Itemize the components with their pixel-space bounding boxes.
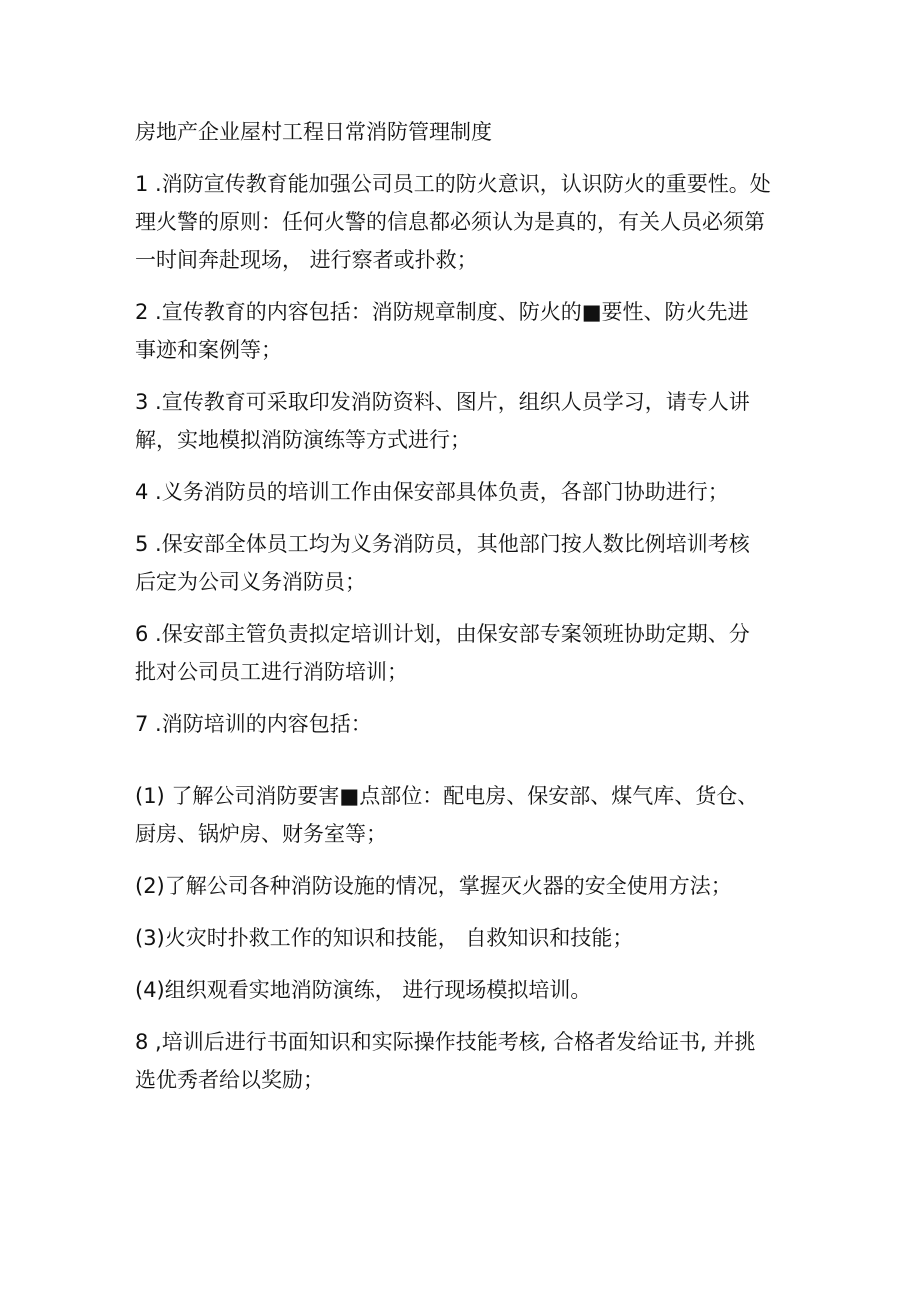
paragraph-5 — [135, 525, 790, 601]
paragraph-line: 2 .宣传教育的内容包括：消防规章制度、防火的■要性、防火先进 — [135, 300, 749, 324]
paragraph-line: (3)火灾时扑救工作的知识和技能， 自救知识和技能； — [135, 926, 634, 950]
paragraph-7 — [135, 705, 790, 743]
paragraph-6 — [135, 615, 790, 691]
paragraph-line: 8 ,培训后进行书面知识和实际操作技能考核, 合格者发给证书, 并挑 — [135, 1030, 756, 1054]
paragraph-line: 4 .义务消防员的培训工作由保安部具体负责，各部门协助进行； — [135, 480, 729, 504]
paragraph-2 — [135, 293, 790, 369]
paragraph-line: 解，实地模拟消防演练等方式进行； — [135, 428, 471, 452]
paragraph-line: 3 .宣传教育可采取印发消防资料、图片，组织人员学习，请专人讲 — [135, 390, 750, 414]
document-title: 房地产企业屋村工程日常消防管理制度 — [135, 120, 492, 144]
paragraph-1 — [135, 165, 790, 279]
document-body — [135, 113, 790, 1113]
list-item-3 — [135, 919, 790, 957]
list-item-1 — [135, 777, 790, 853]
paragraph-line: 一时间奔赴现场， 进行察者或扑救； — [135, 248, 478, 272]
paragraph-line: 6 .保安部主管负责拟定培训计划，由保安部专案领班协助定期、分 — [135, 622, 750, 646]
paragraph-line: 5 .保安部全体员工均为义务消防员，其他部门按人数比例培训考核 — [135, 532, 750, 556]
paragraph-3 — [135, 383, 790, 459]
paragraph-line: 批对公司员工进行消防培训； — [135, 660, 408, 684]
paragraph-line: (4)组织观看实地消防演练， 进行现场模拟培训。 — [135, 978, 592, 1002]
paragraph-line: 1 .消防宣传教育能加强公司员工的防火意识，认识防火的重要性。处 — [135, 172, 771, 196]
paragraph-line: (2)了解公司各种消防设施的情况，掌握灭火器的安全使用方法； — [135, 874, 732, 898]
paragraph-8 — [135, 1023, 790, 1099]
paragraph-line: 事迹和案例等； — [135, 338, 282, 362]
paragraph-line: 理火警的原则：任何火警的信息都必须认为是真的，有关人员必须第 — [135, 210, 765, 234]
paragraph-line: (1) 了解公司消防要害■点部位：配电房、保安部、煤气库、货仓、 — [135, 784, 759, 808]
paragraph-4 — [135, 473, 790, 511]
paragraph-line: 7 .消防培训的内容包括： — [135, 712, 372, 736]
paragraph-line: 后定为公司义务消防员； — [135, 570, 366, 594]
list-item-2 — [135, 867, 790, 905]
paragraph-line: 选优秀者给以奖励； — [135, 1068, 324, 1092]
paragraph-line: 厨房、锅炉房、财务室等； — [135, 822, 387, 846]
list-item-4 — [135, 971, 790, 1009]
